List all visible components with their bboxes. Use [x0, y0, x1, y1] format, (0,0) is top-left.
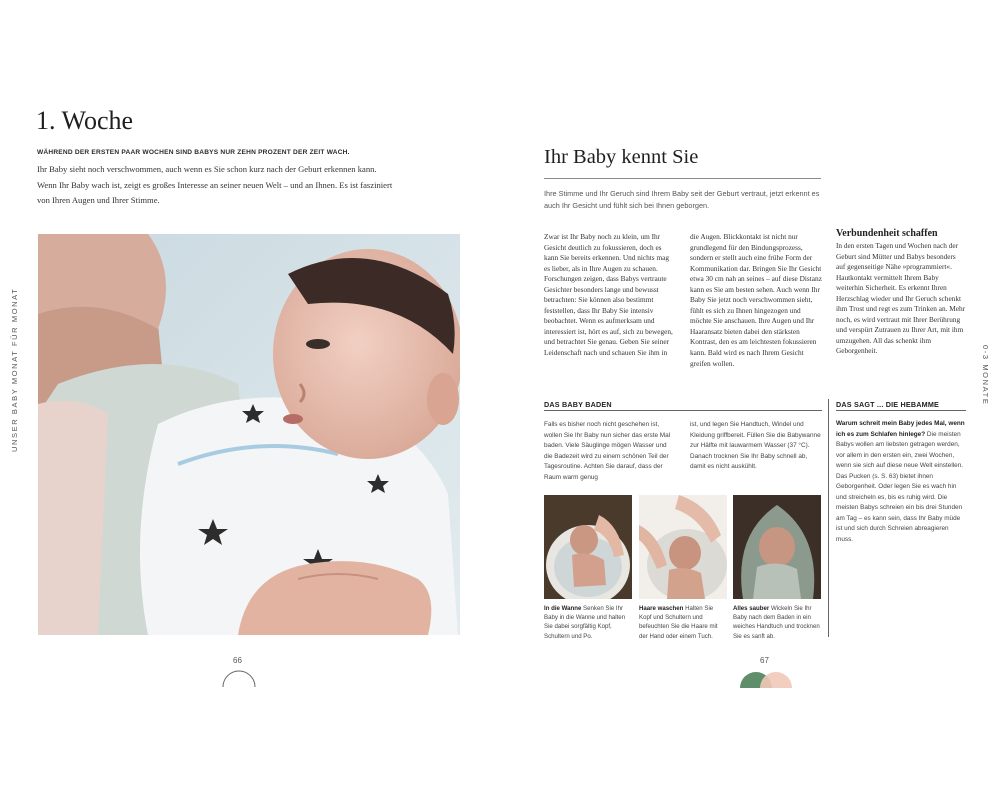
page-title: 1. Woche: [36, 106, 134, 135]
intro-caps: WÄHREND DER ERSTEN PAAR WOCHEN SIND BABYS NUR ZEHN PROZENT DER ZEIT WACH.: [37, 149, 350, 156]
body-column-2: die Augen. Blickkontakt ist nicht nur grundlegend für den Bindungsprozess, sondern er stellt auch eine frühe Form der Kommunikation dar. Bringen Sie Ihr Gesicht etwa 30 cm nah an seines – auf diese Distanz kann es Sie am besten sehen. Auch wenn Ihr Baby Sie jetzt noch verschwommen sieht, fühlt es sich zu Ihnen hingezogen und möchte Sie anschauen. Ihre Augen und Ihr Haaransatz bieten dabei den stärksten Kontrast, den es am leichtesten fokussieren kann. Bald wird es nach Ihrem Gesicht greifen wollen.: [690, 232, 822, 368]
caption-bath-tub-text: Senken Sie Ihr Baby in die Wanne und halten Sie dabei sorgfältig Kopf, Schultern und Po.: [544, 605, 626, 640]
caption-hair-washing-text: Halten Sie Kopf und Schultern und befeuchten Sie die Haare mit der Hand oder einem Tuch.: [639, 605, 718, 640]
bathing-rule: [544, 410, 822, 411]
caption-bath-tub-title: In die Wanne: [544, 605, 582, 612]
page-number-right: 67: [760, 656, 769, 665]
section-title: Ihr Baby kennt Sie: [544, 146, 699, 168]
photo-hair-washing: [639, 495, 727, 599]
caption-hair-washing-title: Haare waschen: [639, 605, 684, 612]
bathing-heading: DAS BABY BADEN: [544, 400, 612, 409]
midwife-text: [836, 419, 966, 545]
running-header-left: UNSER BABY MONAT FÜR MONAT: [10, 287, 19, 452]
page-ornament-left-icon: [221, 668, 257, 688]
subsection-title: Verbundenheit schaffen: [836, 228, 938, 239]
main-photo-baby: [38, 234, 460, 635]
box-divider: [828, 399, 829, 637]
caption-hair-washing: [639, 604, 727, 641]
bathing-text-2: ist, und legen Sie Handtuch, Windel und Kleidung griffbereit. Füllen Sie die Babywanne zur Hälfte mit lauwarmem Wasser (37 °C). Danach trocknen Sie Ihr Baby schnell ab, damit es nicht auskühlt.: [690, 421, 821, 470]
midwife-rule: [836, 410, 966, 411]
photo-bath-tub: [544, 495, 632, 599]
page-ornament-right-icon: [738, 668, 794, 688]
midwife-heading: DAS SAGT ... DIE HEBAMME: [836, 400, 940, 409]
page-number-left: 66: [233, 656, 242, 665]
caption-towel-wrap-text: Wickeln Sie Ihr Baby nach dem Baden in ein weiches Handtuch und trocknen Sie es sanft ab.: [733, 605, 820, 640]
midwife-answer: Die meisten Babys wollen am liebsten getragen werden, vor allem in den ersten ein, zwei Wochen, wenn sie sich auf diese neue Welt einstellen. Das Pucken (s. S. 63) bietet ihnen Geborgenheit. Oder legen Sie es wach hin und streicheln es, bis es ruhig wird. Die meisten Babys schreien ein bis drei Stunden am Tag – es kann sein, dass Ihr Baby müde ist und sich durch Schreien abreagieren muss.: [836, 430, 964, 543]
bathing-text-1: Falls es bisher noch nicht geschehen ist, wollen Sie Ihr Baby nun sicher das erste Mal baden. Viele Säuglinge mögen Wasser und die Badezeit wird zu einem schönen Teil der Tagesroutine. Achten Sie darauf, dass der Raum warm genug: [544, 421, 671, 481]
running-header-right: 0-3 MONATE: [981, 345, 990, 406]
photo-towel-wrap: [733, 495, 821, 599]
caption-towel-wrap: [733, 604, 821, 641]
body-column-1: Zwar ist Ihr Baby noch zu klein, um Ihr Gesicht deutlich zu fokussieren, doch es kann Sie bereits erkennen. Und nichts mag es lieber, als in Ihre Augen zu schauen. Forschungen zeigen, dass Babys vertraute Gesichter besonders lange und bewusst betrachten: Sie können also bestimmt feststellen, dass Ihr Baby Sie intensiv beobachtet. Wenn es aufmerksam und interessiert ist, hört es auf, sich zu bewegen, und betrachtet Sie genau. Geben Sie seiner Leidenschaft nach und schauen Sie ihm in: [544, 232, 673, 358]
intro-text: Ihr Baby sieht noch verschwommen, auch wenn es Sie schon kurz nach der Geburt erkennen kann. Wenn Ihr Baby wach ist, zeigt es großes Interesse an seiner neuen Welt – und an Ihnen. Es ist fasziniert von Ihren Augen und Ihrer Stimme.: [37, 164, 393, 205]
caption-towel-wrap-title: Alles sauber: [733, 605, 770, 612]
midwife-question: Warum schreit mein Baby jedes Mal, wenn ich es zum Schlafen hinlege?: [836, 420, 965, 438]
title-rule: [544, 178, 821, 179]
lead-text: Ihre Stimme und Ihr Geruch sind Ihrem Baby seit der Geburt vertraut, jetzt erkennt es auch Ihr Gesicht und fühlt sich bei Ihnen geborgen.: [544, 189, 820, 210]
body-column-3: In den ersten Tagen und Wochen nach der Geburt sind Mütter und Babys besonders auf gegenseitige Nähe »programmiert«. Hautkontakt vermittelt Ihrem Baby weiterhin Sicherheit. Es erkennt Ihren Herzschlag wieder und Ihr Geruch schenkt ihm Trost und regt es zum Trinken an. Mehr noch, es wird vertraut mit Ihrer Berührung und verspürt Zutrauen zu Ihrer Art, mit ihm umzugehen. All das schenkt ihm Geborgenheit.: [836, 241, 966, 356]
caption-bath-tub: [544, 604, 632, 641]
